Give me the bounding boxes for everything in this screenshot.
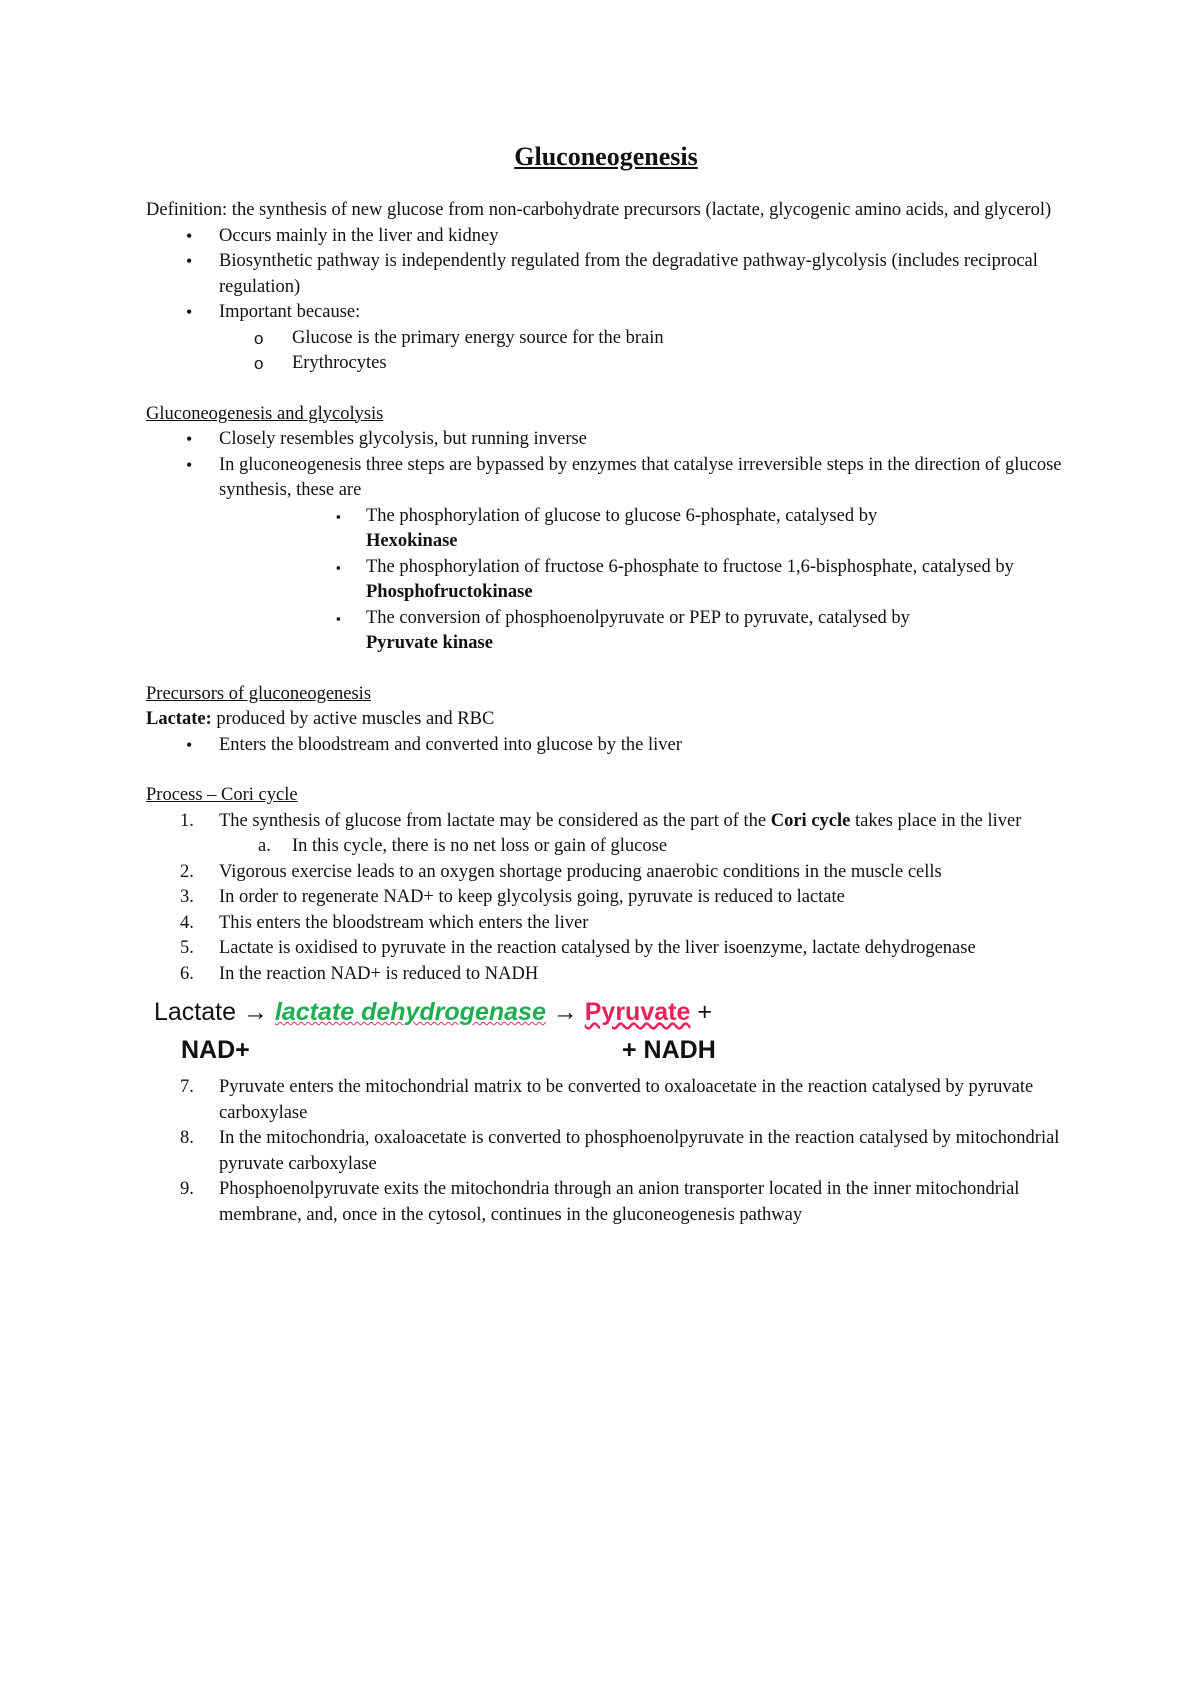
page-title: Gluconeogenesis bbox=[514, 142, 698, 171]
sub-list-item: a. In this cycle, there is no net loss or gain of glucose bbox=[258, 836, 668, 856]
sub-list-item: ▪ The conversion of phosphoenolpyruvate or PEP to pyruvate, catalysed by Pyruvate kinase bbox=[336, 607, 910, 653]
precursor-list bbox=[146, 733, 1066, 759]
enzyme-term: lactate dehydrogenase bbox=[274, 998, 546, 1026]
lactate-line: Lactate: produced by active muscles and RBC bbox=[146, 709, 495, 729]
list-item: • Important because: bbox=[146, 300, 1066, 326]
square-bullet-icon: ▪ bbox=[336, 610, 341, 626]
list-item: • Biosynthetic pathway is independently regulated from the degradative pathway-glycolysis (includes reciprocal regulation) bbox=[146, 249, 1066, 300]
bullet-marker: o bbox=[254, 354, 264, 373]
list-item: 7. Pyruvate enters the mitochondrial matrix to be converted to oxaloacetate in the reaction catalysed by pyruvate carboxylase bbox=[180, 1077, 1034, 1123]
plus-sign: + bbox=[690, 998, 712, 1026]
section-heading: Gluconeogenesis and glycolysis bbox=[146, 403, 384, 424]
list-item: • Occurs mainly in the liver and kidney bbox=[146, 224, 1066, 250]
cori-cycle-list-continued bbox=[146, 1075, 1066, 1228]
enzyme-name: Hexokinase bbox=[366, 531, 458, 551]
arrow-icon: → bbox=[552, 998, 578, 1026]
nad-term: NAD+ bbox=[181, 1036, 250, 1064]
sub-list-item: ▪ The phosphorylation of glucose to glucose 6-phosphate, catalysed by Hexokinase bbox=[336, 505, 878, 551]
sub-list-item: ▪ The phosphorylation of fructose 6-phosphate to fructose 1,6-bisphosphate, catalysed by Phosphofructokinase bbox=[336, 556, 1014, 602]
enzyme-name: Pyruvate kinase bbox=[366, 633, 493, 653]
nadh-term: + NADH bbox=[622, 1036, 716, 1064]
list-item: 3. In order to regenerate NAD+ to keep glycolysis going, pyruvate is reduced to lactate bbox=[180, 887, 845, 907]
lactate-term: Lactate bbox=[154, 998, 243, 1026]
reaction-equation bbox=[154, 993, 1066, 1071]
list-item: 5. Lactate is oxidised to pyruvate in the reaction catalysed by the liver isoenzyme, lactate dehydrogenase bbox=[180, 938, 976, 958]
list-item: 4. This enters the bloodstream which enters the liver bbox=[180, 912, 589, 933]
list-item: 8. In the mitochondria, oxaloacetate is converted to phosphoenolpyruvate in the reaction catalysed by mitochondrial pyruvate carboxylase bbox=[180, 1128, 1060, 1174]
definition: Definition: the synthesis of new glucose from non-carbohydrate precursors (lactate, glycogenic amino acids, and glycerol) bbox=[146, 200, 1052, 220]
square-bullet-icon: ▪ bbox=[336, 559, 341, 575]
sub-list-item: o Erythrocytes bbox=[146, 351, 1066, 377]
arrow-icon: → bbox=[242, 998, 268, 1026]
list-item: 2. Vigorous exercise leads to an oxygen shortage producing anaerobic conditions in the muscle cells bbox=[180, 861, 942, 882]
bullet-marker: o bbox=[254, 328, 264, 348]
section-heading: Process – Cori cycle bbox=[146, 785, 298, 805]
list-item: • Enters the bloodstream and converted into glucose by the liver bbox=[146, 733, 1066, 759]
list-item: 9. Phosphoenolpyruvate exits the mitochondria through an anion transporter located in the inner mitochondrial membrane, and, once in the cytosol, continues in the gluconeogenesis pathway bbox=[180, 1179, 1020, 1225]
pyruvate-term: Pyruvate bbox=[584, 998, 691, 1026]
glycolysis-list bbox=[146, 427, 1066, 657]
cori-cycle-list bbox=[146, 809, 1066, 988]
definition-list bbox=[146, 224, 1066, 377]
list-item: • Closely resembles glycolysis, but running inverse bbox=[146, 427, 1066, 453]
list-item: 6. In the reaction NAD+ is reduced to NADH bbox=[180, 963, 539, 984]
document-page bbox=[146, 140, 1066, 1228]
square-bullet-icon: ▪ bbox=[336, 508, 341, 524]
list-item: • In gluconeogenesis three steps are bypassed by enzymes that catalyse irreversible steps in the direction of glucose synthesis, these are bbox=[146, 453, 1066, 504]
list-item: 1. The synthesis of glucose from lactate may be considered as the part of the Cori cycle takes place in the liver bbox=[180, 810, 1022, 831]
enzyme-name: Phosphofructokinase bbox=[366, 582, 533, 602]
section-heading: Precursors of gluconeogenesis bbox=[146, 683, 372, 704]
sub-list-item: o Glucose is the primary energy source for the brain bbox=[146, 326, 1066, 352]
